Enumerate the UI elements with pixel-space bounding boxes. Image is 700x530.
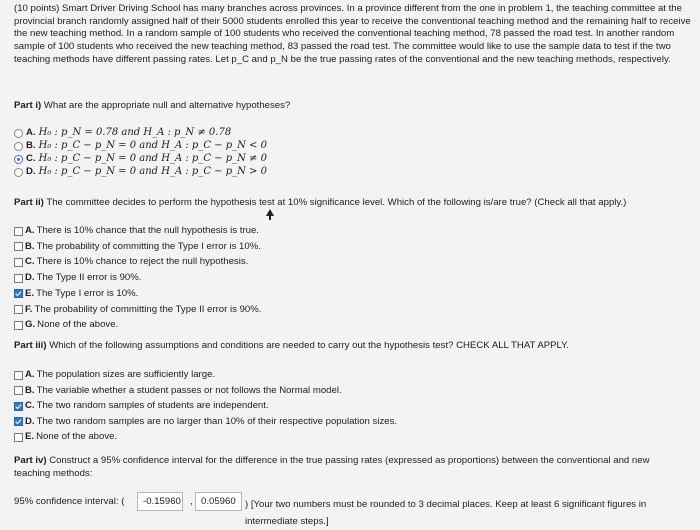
checkbox-icon[interactable] [14, 274, 23, 283]
checkbox-icon[interactable] [14, 321, 23, 330]
radio-button-icon[interactable] [14, 142, 23, 151]
part-4-label: Part iv) [14, 455, 47, 466]
option-letter: B. [25, 384, 35, 396]
option-text: H₀ : p_C − p_N = 0 and H_A : p_C − p_N > 0 [38, 166, 267, 177]
part-3-label: Part iii) [14, 340, 47, 351]
option-letter: A. [25, 369, 35, 380]
checkbox-icon[interactable] [14, 289, 23, 298]
option-letter: F. [25, 303, 33, 315]
checkbox-icon[interactable] [14, 386, 23, 395]
option-letter: B. [25, 240, 35, 252]
checkbox-icon[interactable] [14, 305, 23, 314]
checkbox-icon[interactable] [14, 371, 23, 380]
part-3-text: Which of the following assumptions and conditions are needed to carry out the hypothesis test? CHECK ALL THAT APPLY. [49, 340, 569, 351]
mouse-cursor-icon [266, 209, 274, 216]
part2-option-4[interactable] [14, 288, 138, 300]
part-3-question [14, 340, 569, 352]
part-2-text: The committee decides to perform the hypothesis test at 10% significance level. Which of the following is/are true? (Check all that apply.) [46, 197, 627, 208]
option-letter: B. [26, 140, 36, 151]
option-letter: E. [25, 287, 35, 299]
ci-comma: , [190, 496, 193, 507]
radio-button-icon[interactable] [14, 168, 23, 177]
part-2-question [14, 197, 626, 209]
ci-upper-input[interactable]: 0.05960 [195, 492, 242, 511]
part1-option-1[interactable] [14, 140, 267, 152]
option-text: The two random samples of students are independent. [36, 400, 269, 412]
option-text: The Type I error is 10%. [36, 287, 139, 299]
option-text: There is 10% chance that the null hypothesis is true. [36, 225, 259, 236]
ci-lower-input[interactable]: -0.15960 [137, 492, 183, 511]
intro-text: (10 points) Smart Driver Driving School has many branches across provinces. In a province different from the one in problem 1, the teaching committee at the provincial branch randomly assigned half of their 5000 students enrolled this year to receive the conventional teaching method and the remaining half to receive the new teaching method. In a random sample of 100 students who received the conventional teaching method, 78 passed the road test. In another random sample of 100 students who received the new teaching method, 83 passed the road test. The committee would like to use the sample data to test if the two teaching methods have different passing rates. Let p_C and p_N be the true passing rates of the conventional and the new teaching methods, respectively. [14, 3, 691, 65]
part2-option-6[interactable] [14, 319, 118, 331]
option-text: None of the above. [37, 319, 119, 331]
checkbox-icon[interactable] [14, 417, 23, 426]
checkbox-icon[interactable] [14, 402, 23, 411]
ci-note-text: ) [Your two numbers must be rounded to 3 decimal places. Keep at least 6 significant figures in intermediate steps.] [245, 499, 647, 527]
option-text: The variable whether a student passes or not follows the Normal model. [36, 384, 342, 396]
option-letter: A. [25, 225, 35, 236]
radio-button-icon[interactable] [14, 129, 23, 138]
option-letter: D. [25, 272, 35, 284]
checkbox-icon[interactable] [14, 242, 23, 251]
part2-option-1[interactable] [14, 241, 261, 253]
part2-option-3[interactable] [14, 272, 141, 284]
option-letter: C. [26, 153, 36, 164]
option-letter: A. [26, 127, 36, 138]
option-text: None of the above. [36, 431, 118, 443]
part3-option-4[interactable] [14, 431, 117, 443]
part-1-question [14, 100, 290, 112]
option-text: H₀ : p_C − p_N = 0 and H_A : p_C − p_N < 0 [38, 140, 267, 151]
part1-option-3[interactable] [14, 166, 267, 178]
option-text: H₀ : p_C − p_N = 0 and H_A : p_C − p_N ≠ 0 [38, 153, 267, 164]
part2-option-0[interactable] [14, 225, 259, 237]
part3-option-2[interactable] [14, 400, 269, 412]
option-letter: D. [25, 415, 35, 427]
option-letter: E. [25, 431, 35, 443]
option-letter: G. [25, 319, 36, 331]
option-text: The population sizes are sufficiently large. [36, 369, 216, 380]
option-text: The Type II error is 90%. [36, 272, 142, 284]
problem-intro [14, 3, 694, 67]
part2-option-5[interactable] [14, 304, 261, 316]
part2-option-2[interactable] [14, 256, 248, 268]
radio-button-icon[interactable] [14, 155, 23, 164]
part1-option-2[interactable] [14, 153, 267, 165]
checkbox-icon[interactable] [14, 227, 23, 236]
part-4-text: Construct a 95% confidence interval for the difference in the true passing rates (expressed as proportions) between the conventional and new teaching methods: [14, 455, 650, 479]
part3-option-3[interactable] [14, 416, 397, 428]
part-1-label: Part i) [14, 100, 42, 111]
part3-option-0[interactable] [14, 369, 215, 381]
part-4-question [14, 454, 684, 480]
ci-label: 95% confidence interval: ( [14, 496, 125, 507]
option-letter: D. [26, 166, 36, 177]
option-letter: C. [25, 256, 35, 268]
checkbox-icon[interactable] [14, 433, 23, 442]
part-1-text: What are the appropriate null and alternative hypotheses? [43, 100, 291, 111]
question-page [14, 3, 694, 527]
part-2-label: Part ii) [14, 197, 44, 208]
option-text: There is 10% chance to reject the null hypothesis. [36, 256, 249, 268]
option-text: The two random samples are no larger than 10% of their respective population sizes. [36, 415, 398, 427]
option-text: The probability of committing the Type I error is 10%. [36, 240, 261, 252]
option-text: The probability of committing the Type II error is 90%. [34, 303, 262, 315]
part3-option-1[interactable] [14, 385, 342, 397]
option-letter: C. [25, 400, 35, 412]
option-text: H₀ : p_N = 0.78 and H_A : p_N ≠ 0.78 [38, 127, 232, 138]
ci-note [245, 496, 685, 530]
part1-option-0[interactable] [14, 127, 231, 139]
checkbox-icon[interactable] [14, 258, 23, 267]
